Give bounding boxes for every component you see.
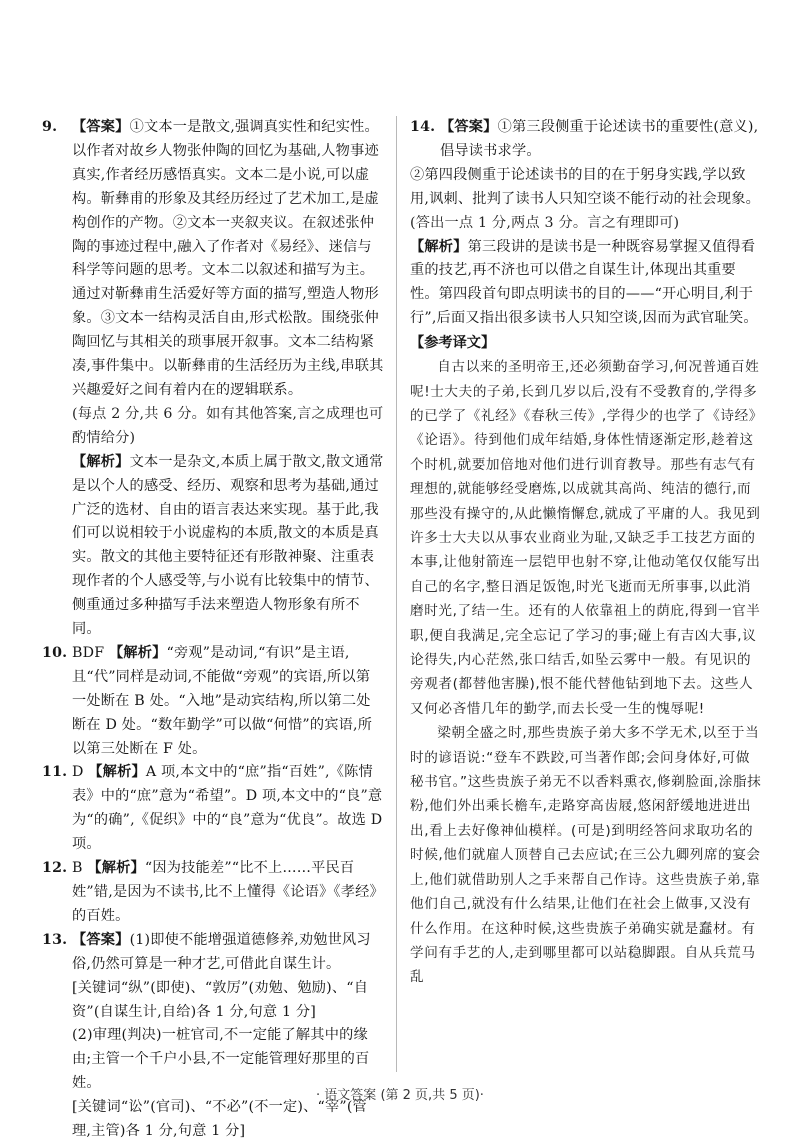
analysis-tag: 【解析】 — [88, 764, 146, 781]
question-9 — [42, 116, 384, 642]
analysis-text: A 项,本文中的“庶”指“百姓”,《陈情表》中的“庶”意为“希望”。D 项,本文中的“良”意为“的确”,《促织》中的“良”意为“优良”。故选 D 项。 — [72, 764, 383, 853]
answer-choice: B — [72, 860, 83, 877]
keyword-scoring-2: [关键词“讼”(官司)、“不必”(不一定)、“宰”(管理,主管)各 1 分,句意 1 分] — [72, 1099, 367, 1140]
column-divider — [396, 116, 397, 1072]
analysis-text: 第三段讲的是读书是一种既容易掌握又值得看重的技艺,再不济也可以借之自谋生计,体现出其重要性。第四段首句即点明读书的目的——“开心明目,利于行”,后面又指出很多读书人只知空谈,因而为武官耻笑。 — [410, 238, 758, 327]
question-number: 14. — [410, 119, 436, 135]
translation-paragraph-1: 自古以来的圣明帝王,还必须勤奋学习,何况普通百姓呢!士大夫的子弟,长到几岁以后,没有不受教育的,学得多的已学了《礼经》《春秋三传》,学得少的也学了《诗经》《论语》。待到他们成年结婚,身体性情逐渐定形,趁着这个时机,就要加倍地对他们进行训育教导。那些有志气有理想的,就能够经受磨炼,以成就其高尚、纯洁的德行,而那些没有操守的,从此懒惰懈怠,就成了平庸的人。我见到许多士大夫以从事农业商业为耻,又缺乏手工技艺方面的本事,让他射箭连一层铠甲也射不穿,让他动笔仅仅能写出自己的名字,整日酒足饭饱,时光飞逝而无所事事,以此消磨时光,了结一生。还有的人依靠祖上的荫庇,得到一官半职,便自我满足,完全忘记了学习的事;碰上有吉凶大事,议论得失,内心茫然,张口结舌,如坠云雾中一般。有见识的旁观者(都替他害臊),恨不能代替他钻到地下去。这些人又何必吝惜几年的勤学,而去长受一生的愧辱呢! — [410, 359, 761, 717]
scoring-note: (每点 2 分,共 6 分。如有其他答案,言之成理也可酌情给分) — [72, 405, 384, 446]
analysis-tag: 【解析】 — [108, 644, 167, 661]
answer-choice: D — [72, 764, 84, 781]
question-14 — [410, 116, 762, 164]
answer-text: ①文本一是散文,强调真实性和纪实性。以作者对故乡人物张仲陶的回忆为基础,人物事迹真实,作者经历感悟真实。文本二是小说,可以虚构。靳彝甫的形象及其经历经过了艺术加工,是虚构创作的产物。②文本一夹叙夹议。在叙述张仲陶的事迹过程中,融入了作者对《易经》、迷信与科学等问题的思考。文本二以叙述和描写为主。通过对靳彝甫生活爱好等方面的描写,塑造人物形象。③文本一结构灵活自由,形式松散。围绕张仲陶回忆与其相关的琐事展开叙事。文本二结构紧凑,事件集中。以靳彝甫的生活经历为主线,串联其兴趣爱好之间有着内在的逻辑联系。 — [72, 119, 384, 398]
question-number: 11. — [42, 764, 68, 781]
question-number: 13. — [42, 931, 68, 948]
analysis-text: 文本一是杂文,本质上属于散文,散文通常是以个人的感受、经历、观察和思考为基础,通过广泛的选材、自由的语言表达来实现。基于此,我们可以说相较于小说虚构的本质,散文的本质是真实。散文的其他主要特征还有形散神聚、注重表现作者的个人感受等,与小说有比较集中的情节、侧重通过多种描写手法来塑造人物形象有所不同。 — [72, 453, 384, 638]
translation-paragraph-2: 梁朝全盛之时,那些贵族子弟大多不学无术,以至于当时的谚语说:“登车不跌跤,可当著作郎;会问身体好,可做秘书官。”这些贵族子弟无不以香料熏衣,修剃脸面,涂脂抹粉,他们外出乘长檐车,走路穿高齿屐,悠闲舒缓地进进出出,看上去好像神仙模样。(可是)到明经答问求取功名的时候,他们就雇人顶替自己去应试;在三公九卿列席的宴会上,他们就借助别人之手来帮自己作诗。这些贵族子弟,靠他们自己,就没有什么结果,让他们在社会上做事,又没有什么作用。在这种时候,这些贵族子弟确实就是蠢材。有学问有手艺的人,走到哪里都可以站稳脚跟。自从兵荒马乱 — [410, 725, 762, 986]
question-11 — [42, 761, 384, 857]
analysis-tag: 【解析】 — [87, 860, 145, 877]
translation-answer-2: (2)审理(判决)一桩官司,不一定能了解其中的缘由;主管一个千户小县,不一定能管理好那里的百姓。 — [72, 1027, 370, 1092]
page-footer: · 语文答案 (第 2 页,共 5 页)· — [316, 1088, 484, 1103]
keyword-scoring-1: [关键词“纵”(即使)、“敦厉”(劝勉、勉励)、“自资”(自谋生计,自给)各 1 分,句意 1 分] — [72, 979, 369, 1020]
right-column — [410, 116, 762, 990]
analysis-tag: 【解析】 — [72, 453, 130, 470]
question-10 — [42, 642, 384, 762]
question-number: 10. — [42, 644, 68, 661]
reference-translation-heading: 【参考译文】 — [410, 335, 496, 352]
question-number: 12. — [42, 860, 68, 877]
answer-tag: 【答案】 — [72, 931, 130, 948]
answer-tag: 【答案】 — [72, 119, 130, 135]
question-13 — [42, 929, 384, 1144]
scoring-note: (答出一点 1 分,两点 3 分。言之有理即可) — [410, 214, 680, 231]
left-column — [42, 116, 384, 1144]
question-number: 9. — [42, 119, 58, 135]
answer-point-2: ②第四段侧重于论述读书的目的在于躬身实践,学以致用,讽刺、批判了读书人只知空谈不能行动的社会现象。 — [410, 166, 761, 207]
question-12 — [42, 857, 384, 929]
translation-answer-1: (1)即使不能增强道德修养,劝勉世风习俗,仍然可算是一种才艺,可借此自谋生计。 — [72, 931, 371, 972]
analysis-text: “旁观”是动词,“有识”是主语,且“代”同样是动词,不能做“旁观”的宾语,所以第一处断在 B 处。“入地”是动宾结构,所以第二处断在 D 处。“数年勤学”可以做“何惜”的宾语,所以第三处断在 F 处。 — [72, 644, 373, 757]
question-14-continued — [410, 164, 762, 331]
answer-tag: 【答案】 — [440, 119, 498, 135]
answer-point-1: ①第三段侧重于论述读书的重要性(意义),倡导读书求学。 — [440, 119, 759, 159]
answer-choice: BDF — [72, 644, 105, 661]
analysis-tag: 【解析】 — [410, 238, 468, 255]
analysis-text: “因为技能差”“比不上……平民百姓”错,是因为不读书,比不上懂得《论语》《孝经》的百姓。 — [72, 860, 384, 924]
